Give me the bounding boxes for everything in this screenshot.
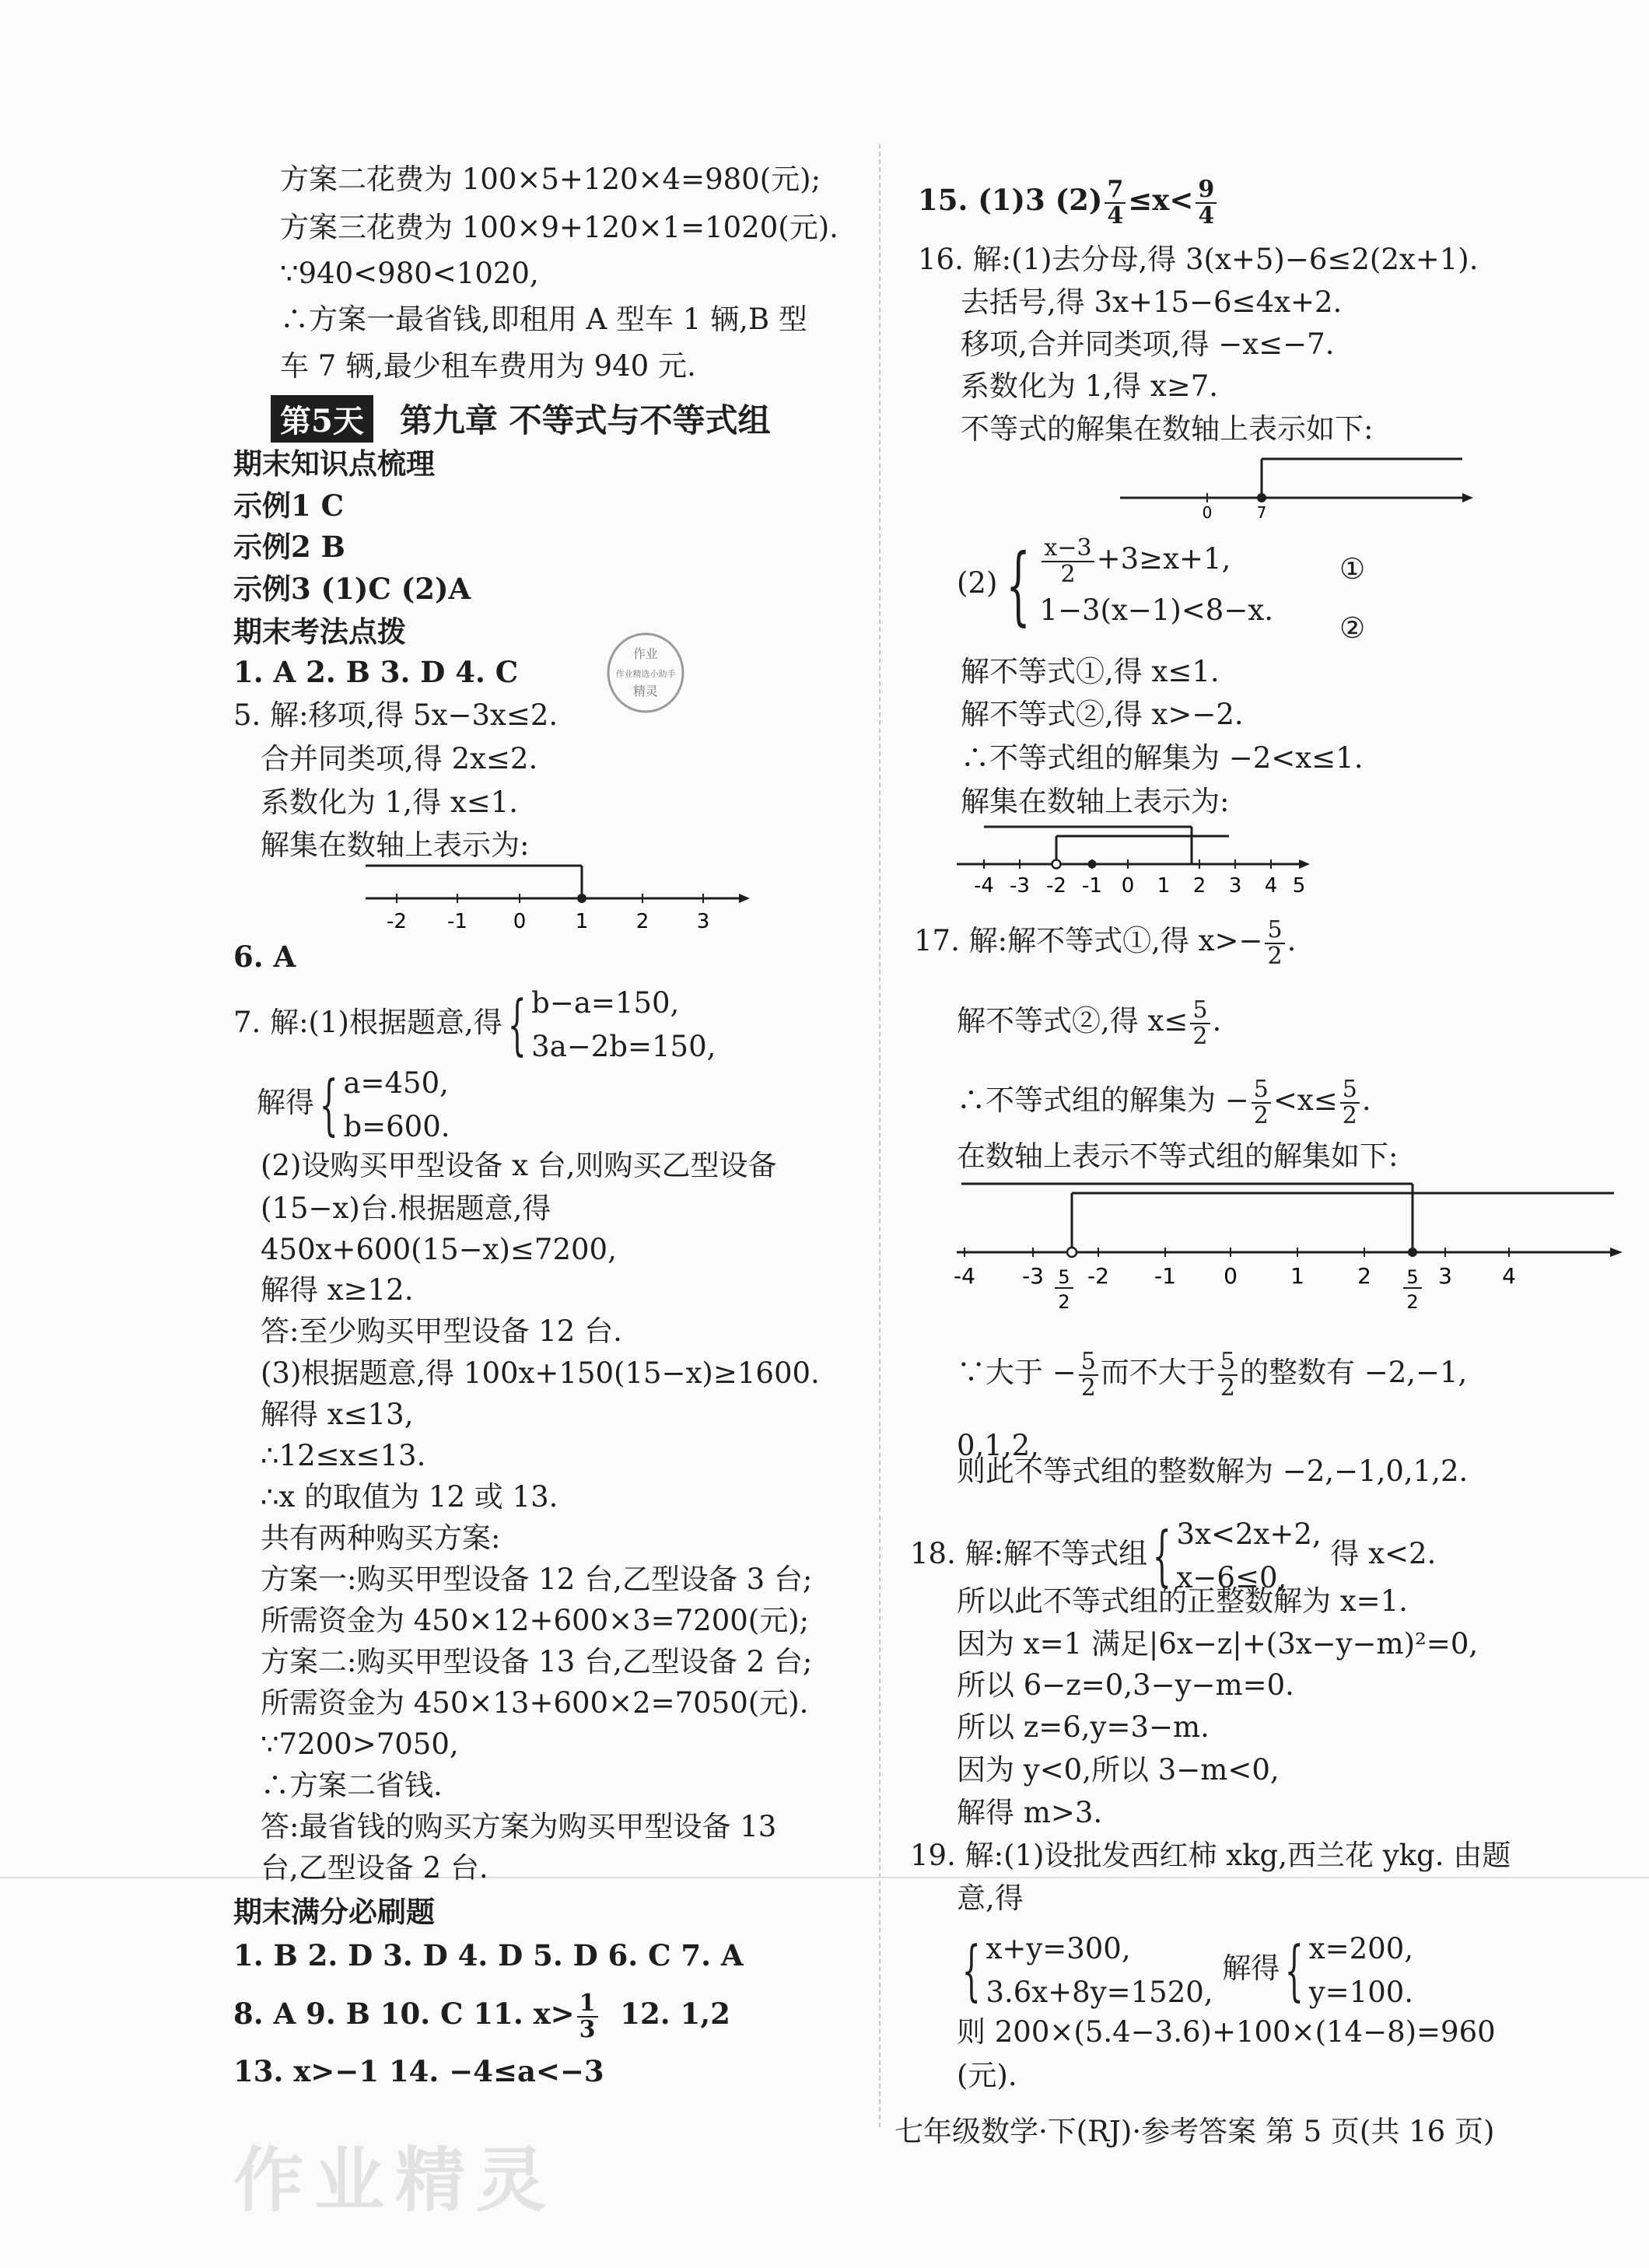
- answer-line: 移项,合并同类项,得 −x≤−7.: [961, 327, 1335, 361]
- answer-line: 不等式的解集在数轴上表示如下:: [961, 412, 1374, 446]
- answer-line: 解得 m>3.: [957, 1796, 1103, 1829]
- tick-label: 4: [1502, 1263, 1516, 1289]
- answer-line: 合并同类项,得 2x≤2.: [261, 742, 538, 775]
- horizontal-rule: [0, 1877, 1649, 1878]
- tick-q17-0: [954, 1248, 975, 1289]
- answer-line: 所需资金为 450×13+600×2=7050(元).: [261, 1686, 809, 1720]
- tick-q5-0: [387, 894, 407, 933]
- denominator: 3: [579, 2015, 596, 2043]
- numerator: 5: [1252, 1077, 1271, 1104]
- answer-line-15: [918, 177, 1219, 228]
- equation-system: [343, 1062, 450, 1148]
- tick-label: 0: [1121, 874, 1135, 898]
- tick-label: 1: [575, 910, 589, 933]
- fraction: [1252, 1077, 1271, 1128]
- tick-q17-frac-neg: [1055, 1266, 1073, 1313]
- answer-line: (元).: [957, 2059, 1017, 2092]
- answer-text: 得 x<2.: [1330, 1537, 1437, 1570]
- example-answer-text: 示例1 C: [233, 488, 345, 523]
- brace: {: [507, 985, 527, 1062]
- brace: {: [1152, 1517, 1171, 1594]
- numerator: 5: [1190, 998, 1210, 1024]
- equation: 3x<2x+2,: [1176, 1517, 1322, 1551]
- answer-text: ≤x<: [1128, 183, 1194, 217]
- tick-label: 0: [1202, 503, 1213, 522]
- answer-q19-system: [957, 1927, 1413, 2014]
- text-line: 车 7 辆,最少租车费用为 940 元.: [280, 349, 696, 383]
- tick-label: -1: [1082, 874, 1102, 898]
- equation: x=200,: [1308, 1932, 1414, 1965]
- tick-label: 5: [1292, 874, 1306, 898]
- answer-line: 在数轴上表示不等式组的解集如下:: [957, 1139, 1399, 1173]
- answer-line: 16. 解:(1)去分母,得 3(x+5)−6≤2(2x+1).: [918, 243, 1479, 276]
- tick-q5-4: [636, 894, 649, 933]
- answer-line: 5. 解:移项,得 5x−3x≤2.: [233, 698, 558, 732]
- tick-label: 3: [696, 910, 710, 933]
- answer-line-q17h: 则此不等式组的整数解为 −2,−1,0,1,2.: [957, 1454, 1469, 1488]
- tick-q5-3: [576, 894, 589, 933]
- tick-q17-2: [1087, 1248, 1109, 1289]
- answer-line: ∴方案二省钱.: [261, 1769, 443, 1802]
- answer-line: 系数化为 1,得 x≤1.: [261, 786, 518, 819]
- answer-line: ∵7200>7050,: [261, 1727, 459, 1761]
- answer-line: 解集在数轴上表示为:: [261, 828, 530, 862]
- answer-text: 解得: [1222, 1951, 1280, 1985]
- answer-text: (2): [957, 565, 998, 600]
- section-heading: 期末考法点拨: [233, 614, 406, 649]
- tick-label: -4: [954, 1263, 975, 1289]
- equation: b=600.: [343, 1109, 450, 1143]
- answer-line: 解不等式①,得 x≤1.: [961, 655, 1220, 688]
- text-line: ∴方案一最省钱,即租用 A 型车 1 辆,B 型: [280, 303, 807, 336]
- answer-line: (2)设购买甲型设备 x 台,则购买乙型设备: [261, 1149, 777, 1182]
- tick-label: 2: [1406, 1291, 1419, 1313]
- stamp-text: 精灵: [632, 684, 659, 698]
- answer-line: 1. A 2. B 3. D 4. C: [233, 655, 519, 689]
- brace: {: [1006, 534, 1031, 635]
- answer-line: 因为 x=1 满足|6x−z|+(3x−y−m)²=0,: [957, 1627, 1479, 1661]
- answer-q16-2: [957, 535, 1273, 635]
- tick-label: -3: [1010, 874, 1030, 898]
- tick-label: 1: [1157, 874, 1171, 898]
- chapter-banner: [271, 398, 770, 439]
- answer-line: 所以 z=6,y=3−m.: [957, 1710, 1210, 1744]
- answer-q17-b: 解不等式②,得 x≤ $\frac{5}{2}$ .: [957, 996, 1222, 1050]
- answer-line: 意,得: [957, 1881, 1024, 1915]
- answer-line: 解不等式②,得 x>−2.: [961, 698, 1244, 731]
- tick-label: 1: [1290, 1263, 1304, 1289]
- chapter-title: 第九章 不等式与不等式组: [399, 401, 771, 439]
- answer-text: 18. 解:解不等式组: [910, 1537, 1148, 1570]
- answer-line: (15−x)台.根据题意,得: [261, 1192, 551, 1225]
- answer-line: 系数化为 1,得 x≥7.: [961, 369, 1218, 403]
- denominator: 2: [1267, 942, 1283, 970]
- numerator: 5: [1265, 918, 1284, 944]
- column-divider: [879, 144, 881, 2127]
- tick-q16a-1: [1257, 503, 1267, 522]
- answer-line: 所以 6−z=0,3−y−m=0.: [957, 1668, 1294, 1702]
- answer-line: ∴x 的取值为 12 或 13.: [261, 1480, 558, 1514]
- answer-line: 解得 x≥12.: [261, 1273, 414, 1307]
- tick-q17-1: [1022, 1248, 1044, 1289]
- tick-q17-3: [1154, 1248, 1176, 1289]
- tick-q17-8: [1502, 1248, 1516, 1289]
- fraction: [1105, 177, 1126, 228]
- fraction: [577, 1991, 598, 2042]
- answer-line: ∴不等式组的解集为 −2<x≤1.: [961, 741, 1364, 775]
- answer-line: 答:最省钱的购买方案为购买甲型设备 13: [261, 1810, 777, 1843]
- tick-q17-5: [1290, 1248, 1304, 1289]
- tick-label: -2: [1046, 874, 1066, 898]
- answer-text: 7. 解:(1)根据题意,得: [233, 1006, 502, 1039]
- answer-line: (3)根据题意,得 100x+150(15−x)≥1600.: [261, 1356, 820, 1390]
- answer-line: 则 200×(5.4−3.6)+100×(14−8)=960: [957, 2015, 1496, 2049]
- number-line-q5: [366, 859, 754, 937]
- answer-line: 450x+600(15−x)≤7200,: [261, 1233, 617, 1266]
- tick-q17-6: [1357, 1248, 1371, 1289]
- example-answer-text: 示例3 (1)C (2)A: [233, 572, 471, 606]
- answer-line: 方案一:购买甲型设备 12 台,乙型设备 3 台;: [261, 1563, 813, 1596]
- numerator: 7: [1105, 177, 1126, 204]
- tick-q17-7: [1438, 1248, 1452, 1289]
- equation: 3a−2b=150,: [531, 1029, 716, 1063]
- answer-q7-result: [257, 1062, 450, 1148]
- answer-line: 所以此不等式组的正整数解为 x=1.: [957, 1584, 1408, 1618]
- circled-number: ②: [1339, 611, 1366, 645]
- brace: {: [961, 1931, 981, 2008]
- answer-line: ∴12≤x≤13.: [261, 1439, 426, 1472]
- answer-text: 12. 1,2: [620, 1997, 730, 2031]
- equation: 3.6x+8y=1520,: [986, 1975, 1213, 2009]
- page-footer: 七年级数学·下(RJ)·参考答案 第 5 页(共 16 页): [895, 2115, 1495, 2148]
- fraction: [1190, 998, 1210, 1048]
- equation: y=100.: [1308, 1975, 1414, 2009]
- answer-line: 19. 解:(1)设批发西红柿 xkg,西兰花 ykg. 由题: [910, 1839, 1511, 1872]
- answer-text: <x≤: [1273, 1083, 1338, 1117]
- tick-q16b-9: [1293, 874, 1306, 898]
- numerator: 5: [1340, 1077, 1360, 1104]
- tick-label: -2: [387, 910, 407, 933]
- fraction: [1340, 1077, 1360, 1128]
- tick-q17-frac-pos: [1403, 1266, 1422, 1313]
- equation-system: [1309, 1927, 1413, 2014]
- tick-label: 0: [513, 910, 527, 933]
- tick-label: 5: [1406, 1266, 1419, 1288]
- answer-line: 6. A: [233, 940, 296, 974]
- equation: 1−3(x−1)<8−x.: [1039, 593, 1273, 627]
- answer-text: ∵大于 −: [957, 1356, 1077, 1389]
- answer-line: 0,1,2,: [957, 1429, 1039, 1462]
- answer-line: 答:至少购买甲型设备 12 台.: [261, 1314, 622, 1348]
- answer-line: 去括号,得 3x+15−6≤4x+2.: [961, 285, 1343, 319]
- tick-q5-5: [697, 894, 710, 933]
- tick-label: -3: [1022, 1263, 1044, 1289]
- tick-label: 7: [1256, 503, 1267, 522]
- tick-label: -1: [1154, 1263, 1176, 1289]
- answer-text: 的整数有 −2,−1,: [1239, 1356, 1468, 1389]
- answer-q17-f: [957, 1349, 1467, 1400]
- tick-label: 4: [1264, 874, 1278, 898]
- fraction: [1079, 1349, 1098, 1400]
- numerator: 5: [1218, 1349, 1238, 1376]
- tick-label: -1: [447, 910, 467, 933]
- equation-system: [531, 982, 716, 1068]
- stamp-text: 作业精选小助手: [615, 669, 676, 679]
- numerator: 5: [1079, 1349, 1098, 1376]
- tick-q5-1: [447, 894, 467, 933]
- section-heading: 期末满分必刷题: [233, 1895, 435, 1929]
- answer-text: ∴不等式组的解集为 −: [957, 1083, 1249, 1117]
- denominator: 2: [1192, 1022, 1208, 1050]
- tick-label: 3: [1438, 1263, 1452, 1289]
- denominator: 4: [1107, 201, 1124, 229]
- answer-q7: [233, 982, 716, 1068]
- answer-text: 8. A 9. B 10. C 11. x>: [233, 1997, 575, 2031]
- equation-system: [1039, 535, 1273, 635]
- tick-q5-2: [513, 894, 527, 933]
- equation-row: [1039, 534, 1231, 588]
- text-line: 方案二花费为 100×5+120×4=980(元);: [280, 163, 821, 196]
- denominator: 2: [1060, 560, 1076, 588]
- denominator: 2: [1253, 1101, 1269, 1129]
- example-answer: [233, 572, 471, 606]
- brace: {: [1285, 1931, 1304, 2008]
- answer-line-8-12: [233, 1991, 730, 2042]
- answer-line: 解集在数轴上表示为:: [961, 785, 1230, 818]
- tick-label: 3: [1228, 874, 1242, 898]
- tick-q17-4: [1224, 1248, 1238, 1289]
- answer-text: 15. (1)3 (2): [918, 183, 1103, 217]
- publisher-stamp: [603, 630, 688, 719]
- tick-label: 2: [1357, 1263, 1371, 1289]
- fraction: [1042, 536, 1094, 586]
- tick-label: 2: [635, 910, 649, 933]
- equation: +3≥x+1,: [1096, 542, 1231, 576]
- numerator: 1: [577, 1991, 598, 2018]
- answer-line: 台,乙型设备 2 台.: [261, 1851, 488, 1885]
- tick-label: 0: [1224, 1263, 1238, 1289]
- number-line-q16b: [957, 821, 1315, 898]
- answer-q17-c: ∴不等式组的解集为 − $\frac{5}{2}$ <x≤ $\frac{5}{2}$ .: [957, 1076, 1371, 1129]
- denominator: 2: [1080, 1374, 1096, 1402]
- answer-line: 1. B 2. D 3. D 4. D 5. D 6. C 7. A: [233, 1938, 744, 1972]
- answer-q17: 17. 解:解不等式①,得 x>− $\frac{5}{2}$ .: [914, 916, 1297, 970]
- brace: {: [319, 1066, 338, 1143]
- equation: x+y=300,: [986, 1932, 1131, 1965]
- example-answer-text: 示例2 B: [233, 530, 345, 564]
- tick-q16b-2: [1046, 874, 1066, 898]
- denominator: 4: [1198, 201, 1215, 229]
- tick-label: 5: [1058, 1266, 1070, 1288]
- numerator: x−3: [1042, 536, 1094, 562]
- answer-text: 17. 解:解不等式①,得 x>−: [914, 924, 1263, 957]
- example-answer: [233, 530, 345, 564]
- tick-q16b-5: [1157, 874, 1171, 898]
- answer-text: 解不等式②,得 x≤: [957, 1004, 1189, 1038]
- stamp-graphic: [603, 630, 688, 716]
- text-line: 方案三花费为 100×9+120×1=1020(元).: [280, 211, 839, 244]
- day-badge: 第5天: [271, 395, 373, 443]
- answer-line: 所需资金为 450×12+600×3=7200(元);: [261, 1604, 810, 1637]
- stamp-text: 作业: [632, 646, 659, 661]
- watermark: 作业精灵: [233, 2139, 557, 2221]
- tick-label: 2: [1192, 874, 1206, 898]
- fraction: [1196, 177, 1217, 228]
- answer-text: 而不大于: [1100, 1356, 1216, 1389]
- denominator: 2: [1342, 1101, 1357, 1129]
- tick-label: -2: [1087, 1263, 1109, 1289]
- numerator: 9: [1196, 177, 1217, 204]
- answer-line: 解得 x≤13,: [261, 1398, 414, 1431]
- answer-line: 共有两种购买方案:: [261, 1521, 501, 1555]
- number-line-q16a: [1120, 451, 1486, 521]
- answer-line: 13. x>−1 14. −4≤a<−3: [233, 2054, 604, 2088]
- equation: a=450,: [343, 1066, 449, 1100]
- tick-label: -4: [974, 874, 994, 898]
- number-line-q17: [954, 1174, 1641, 1322]
- tick-label: 2: [1058, 1291, 1070, 1313]
- denominator: 2: [1220, 1374, 1235, 1402]
- answer-line: 因为 y<0,所以 3−m<0,: [957, 1753, 1280, 1787]
- fraction: [1265, 918, 1284, 968]
- text-line: ∵940<980<1020,: [280, 257, 539, 290]
- answer-text: 解得: [257, 1086, 314, 1119]
- circled-number: ①: [1339, 552, 1366, 586]
- section-heading: 期末知识点梳理: [233, 446, 435, 481]
- answer-line: 方案二:购买甲型设备 13 台,乙型设备 2 台;: [261, 1645, 813, 1678]
- fraction: [1218, 1349, 1238, 1400]
- example-answer: [233, 488, 345, 523]
- equation: b−a=150,: [531, 986, 680, 1020]
- equation-system: [986, 1927, 1213, 2014]
- equation: x−6≤0,: [1176, 1560, 1287, 1594]
